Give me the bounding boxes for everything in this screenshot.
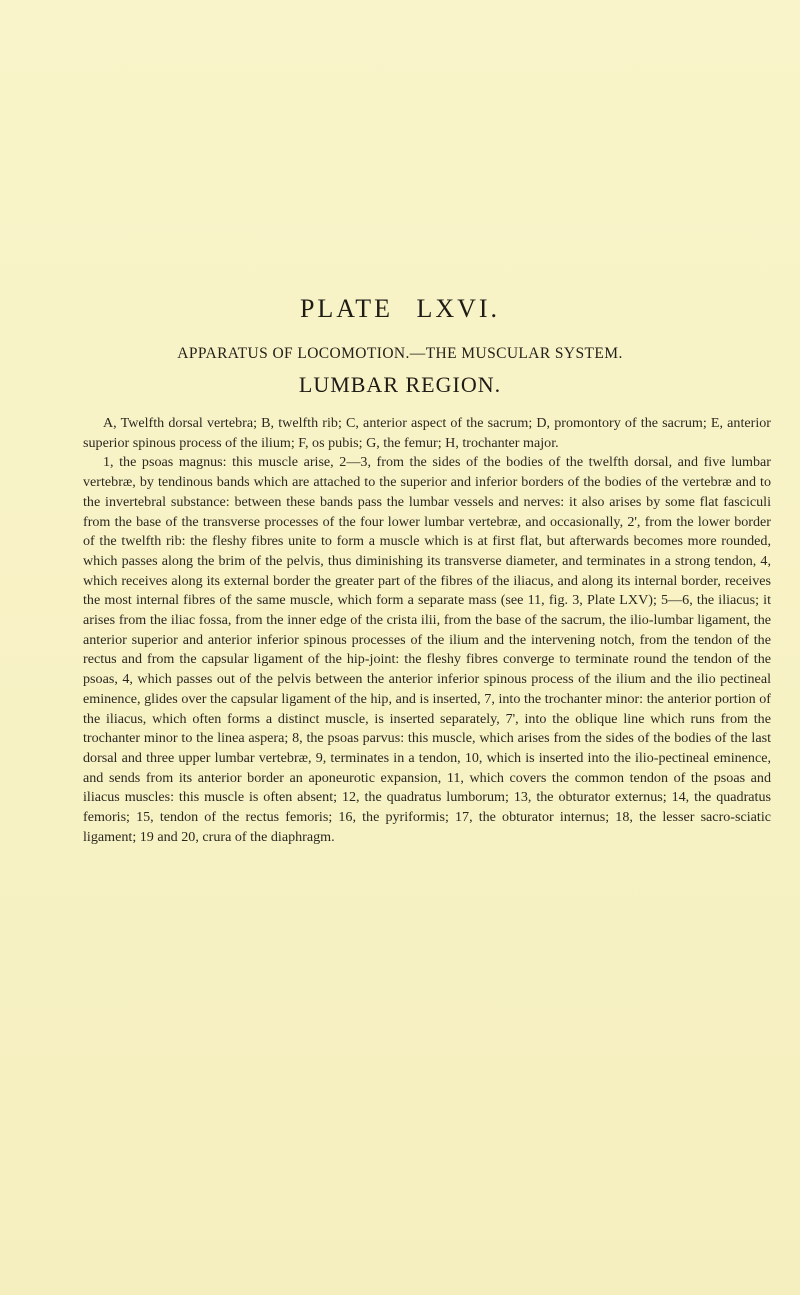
plate-title: PLATE LXVI. [299,294,501,323]
description-paragraph: 1, the psoas magnus: this muscle arise, 2—3, from the sides of the bodies of the twelfth dorsal, and five lumbar vertebræ, by tendinous bands which are attached to the superior and inferior borders of the bodies of the vertebræ and to the invertebral substance: between these bands pass the lumbar vessels and nerves: it also arises by some flat fasciculi from the base of the transverse processes of the four lower lumbar vertebræ, and occasionally, 2', from the lower border of the twelfth rib: the fleshy fibres unite to form a muscle which is at first flat, but afterwards becomes more rounded, which passes along the brim of the pelvis, thus diminishing its transverse diameter, and terminates in a strong tendon, 4, which receives along its external border the greater part of the fibres of the iliacus, and along its internal border, receives the most internal fibres of the same muscle, which form a separate mass (see 11, fig. 3, Plate LXV); 5—6, the iliacus; it arises from the iliac fossa, from the inner edge of the crista ilii, from the base of the sacrum, the ilio-lumbar ligament, the anterior superior and anterior inferior spinous processes of the ilium and the intervening notch, from the tendon of the rectus and from the capsular ligament of the hip-joint: the fleshy fibres converge to terminate round the tendon of the psoas, 4, which passes out of the pelvis between the anterior inferior spinous process of the ilium and the ilio pectineal eminence, glides over the capsular ligament of the hip, and is inserted, 7, into the trochanter minor: the anterior portion of the iliacus, which often forms a distinct muscle, is inserted separately, 7', into the oblique line which runs from the trochanter minor to the linea aspera; 8, the psoas parvus: this muscle, which arises from the sides of the bodies of the last dorsal and three upper lumbar vertebræ, 9, terminates in a tendon, 10, which is inserted into the ilio-pectineal eminence, and sends from its anterior border an aponeurotic expansion, 11, which covers the common tendon of the psoas and iliacus muscles: this muscle is often absent; 12, the quadratus lumborum; 13, the obturator externus; 14, the quadratus femoris; 15, tendon of the rectus femoris; 16, the pyriformis; 17, the obturator internus; 18, the lesser sacro-sciatic ligament; 19 and 20, crura of the diaphragm. [83,454,771,845]
legend-paragraph: A, Twelfth dorsal vertebra; B, twelfth rib; C, anterior aspect of the sacrum; D, promontory of the sacrum; E, anterior superior spinous process of the ilium; F, os pubis; G, the femur; H, trochanter major. [83,415,771,451]
section-subheading: LUMBAR REGION. [298,372,502,397]
body-text [83,414,771,847]
section-heading: APPARATUS OF LOCOMOTION.—THE MUSCULAR SYSTEM. [177,345,623,362]
